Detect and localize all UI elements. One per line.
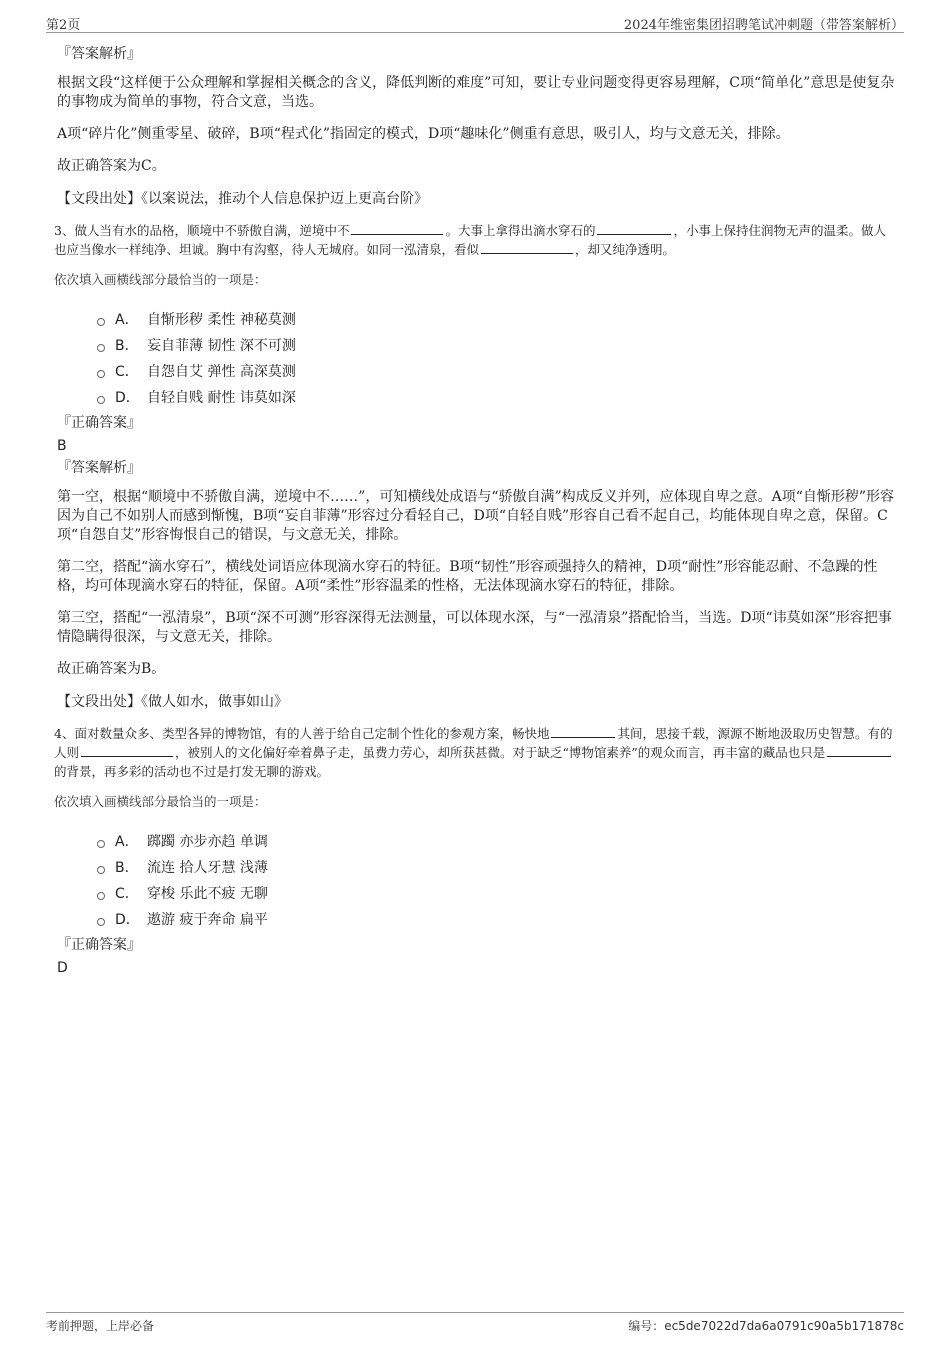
page-content bbox=[54, 44, 897, 980]
question-3-stem: 3、做人当有水的品格，顺境中不骄傲自满，逆境中不 。大事上拿得出滴水穿石的 ，小事上保持住润物无声的温柔。做人也应当像水一样纯净、坦诚。胸中有沟壑，待人无城府。如同一泓清泉，看似 ，却又纯净透明。 bbox=[54, 223, 886, 257]
radio-icon[interactable] bbox=[97, 318, 105, 326]
analysis-title: 『答案解析』 bbox=[57, 46, 141, 62]
answer-conclusion: 故正确答案为B。 bbox=[57, 661, 166, 677]
fill-blank bbox=[351, 222, 443, 235]
fill-blank bbox=[81, 744, 173, 757]
analysis-paragraph: A项“碎片化”侧重零星、破碎，B项“程式化”指固定的模式，D项“趣味化”侧重有意思，吸引人，均与文意无关，排除。 bbox=[57, 126, 790, 142]
option-b[interactable]: B． 流连 拾人牙慧 浅薄 bbox=[97, 855, 897, 881]
radio-icon[interactable] bbox=[97, 344, 105, 352]
page-number: 第2页 bbox=[46, 18, 81, 33]
question-prompt: 依次填入画横线部分最恰当的一项是： bbox=[54, 794, 267, 809]
correct-answer-title: 『正确答案』 bbox=[57, 415, 141, 431]
option-a[interactable]: A． 自惭形秽 柔性 神秘莫测 bbox=[97, 307, 897, 333]
radio-icon[interactable] bbox=[97, 866, 105, 874]
option-b[interactable]: B． 妄自菲薄 韧性 深不可测 bbox=[97, 333, 897, 359]
fill-blank bbox=[597, 222, 671, 235]
passage-source: 【文段出处】《以案说法，推动个人信息保护迈上更高台阶》 bbox=[57, 191, 428, 207]
radio-icon[interactable] bbox=[97, 370, 105, 378]
page-header bbox=[46, 12, 904, 33]
fill-blank bbox=[827, 744, 891, 757]
document-code: 编号：ec5de7022d7da6a0791c90a5b171878c bbox=[628, 1319, 904, 1333]
correct-answer: D bbox=[57, 960, 68, 976]
question-4-stem: 4、面对数量众多、类型各异的博物馆，有的人善于给自己定制个性化的参观方案，畅快地 其间，思接千载，源源不断地汲取历史智慧。有的人则 ，被别人的文化偏好牵着鼻子走，虽费力劳心，却所获甚微。对于缺乏“博物馆素养”的观众而言，再丰富的藏品也只是的背景，再多彩的活动也不过是打发无聊的游戏。 bbox=[54, 726, 893, 779]
correct-answer: B bbox=[57, 438, 67, 454]
analysis-paragraph: 根据文段“这样便于公众理解和掌握相关概念的含义，降低判断的难度”可知，要让专业问题变得更容易理解，C项“简单化”意思是使复杂的事物成为简单的事物，符合文意，当选。 bbox=[57, 75, 895, 110]
option-c[interactable]: C． 自怨自艾 弹性 高深莫测 bbox=[97, 359, 897, 385]
answer-conclusion: 故正确答案为C。 bbox=[57, 158, 166, 174]
radio-icon[interactable] bbox=[97, 892, 105, 900]
radio-icon[interactable] bbox=[97, 396, 105, 404]
analysis-paragraph: 第二空，搭配“滴水穿石”，横线处词语应体现滴水穿石的特征。B项“韧性”形容顽强持久的精神，D项“耐性”形容能忍耐、不急躁的性格，均可体现滴水穿石的特征，保留。A项“柔性”形容温柔的性格，无法体现滴水穿石的特征，排除。 bbox=[57, 559, 878, 594]
passage-source: 【文段出处】《做人如水，做事如山》 bbox=[57, 694, 288, 710]
analysis-paragraph: 第一空，根据“顺境中不骄傲自满，逆境中不……”，可知横线处成语与“骄傲自满”构成反义并列，应体现自卑之意。A项“自惭形秽”形容因为自己不如别人而感到惭愧，B项“妄自菲薄”形容过分看轻自己，D项“自轻自贱”形容自己看不起自己，均能体现自卑之意，保留。C项“自怨自艾”形容悔恨自己的错误，与文意无关，排除。 bbox=[57, 489, 895, 543]
radio-icon[interactable] bbox=[97, 918, 105, 926]
radio-icon[interactable] bbox=[97, 840, 105, 848]
page-footer bbox=[46, 1312, 904, 1335]
question-prompt: 依次填入画横线部分最恰当的一项是： bbox=[54, 272, 267, 287]
option-d[interactable]: D． 遨游 疲于奔命 扁平 bbox=[97, 907, 897, 933]
document-title: 2024年维密集团招聘笔试冲刺题（带答案解析） bbox=[623, 18, 904, 33]
option-c[interactable]: C． 穿梭 乐此不疲 无聊 bbox=[97, 881, 897, 907]
fill-blank bbox=[481, 241, 573, 254]
option-a[interactable]: A． 踯躅 亦步亦趋 单调 bbox=[97, 829, 897, 855]
option-d[interactable]: D． 自轻自贱 耐性 讳莫如深 bbox=[97, 385, 897, 411]
correct-answer-title: 『正确答案』 bbox=[57, 937, 141, 953]
footer-slogan: 考前押题，上岸必备 bbox=[46, 1319, 155, 1333]
analysis-title: 『答案解析』 bbox=[57, 460, 141, 476]
question-4-options bbox=[57, 829, 897, 933]
analysis-paragraph: 第三空，搭配“一泓清泉”，B项“深不可测”形容深得无法测量，可以体现水深，与“一泓清泉”搭配恰当，当选。D项“讳莫如深”形容把事情隐瞒得很深，与文意无关，排除。 bbox=[57, 610, 892, 645]
question-3-options bbox=[57, 307, 897, 411]
fill-blank bbox=[551, 725, 615, 738]
